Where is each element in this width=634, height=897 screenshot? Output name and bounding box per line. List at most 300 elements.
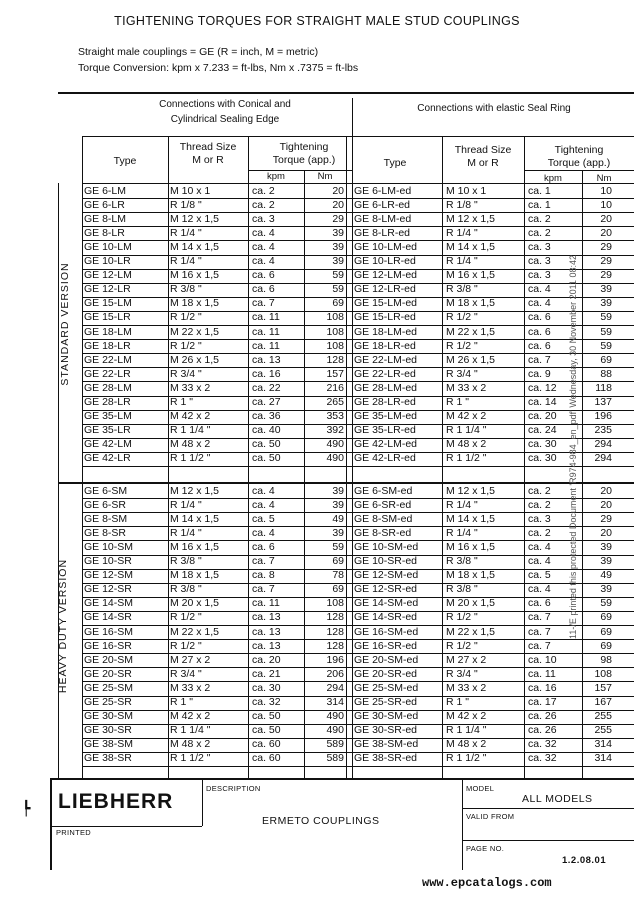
- row-thread-ed: M 27 x 2: [446, 653, 487, 666]
- rule-line: [524, 170, 634, 171]
- row-thread-ed: R 3/8 ": [446, 583, 478, 596]
- row-thread: M 48 x 2: [170, 438, 211, 451]
- row-nm-ed: 59: [600, 339, 612, 352]
- row-thread: M 16 x 1,5: [170, 540, 220, 553]
- row-type: GE 10-SR: [84, 555, 132, 567]
- row-thread-ed: R 3/8 ": [446, 283, 478, 296]
- row-thread-ed: R 1 1/4 ": [446, 724, 487, 737]
- row-type: GE 28-LM: [84, 381, 132, 394]
- row-thread-ed: R 1/2 ": [446, 611, 478, 624]
- row-type: GE 10-LM: [84, 240, 132, 253]
- row-type: GE 16-SR: [84, 639, 132, 652]
- row-nm-ed: 255: [594, 724, 612, 737]
- row-thread: R 1 1/4 ": [170, 424, 211, 437]
- row-kpm-ed: ca. 3: [528, 240, 551, 253]
- row-nm: 216: [326, 381, 344, 394]
- right-thread-header-line-1: Thread Size: [454, 144, 512, 156]
- row-nm: 353: [326, 410, 344, 423]
- row-kpm-ed: ca. 4: [528, 540, 551, 553]
- row-kpm-ed: ca. 26: [528, 724, 557, 737]
- row-nm-ed: 20: [600, 526, 612, 539]
- row-thread: M 18 x 1,5: [170, 297, 220, 310]
- row-nm-ed: 69: [600, 639, 612, 652]
- title-block-rule: [462, 778, 463, 870]
- row-kpm-ed: ca. 10: [528, 653, 557, 666]
- row-kpm: ca. 22: [252, 381, 281, 394]
- row-nm-ed: 157: [594, 681, 612, 694]
- row-type-ed: GE 35-LR-ed: [354, 424, 416, 437]
- row-thread: R 3/4 ": [170, 667, 202, 680]
- valid-from-label: VALID FROM: [466, 812, 515, 821]
- row-thread: M 33 x 2: [170, 681, 211, 694]
- row-nm: 59: [332, 540, 344, 553]
- left-thread-header-line-2: M or R: [192, 154, 224, 166]
- row-nm-ed: 20: [600, 498, 612, 511]
- right-torque-header: [524, 144, 634, 170]
- row-nm-ed: 10: [600, 184, 612, 197]
- row-type: GE 22-LR: [84, 367, 131, 380]
- row-type-ed: GE 12-LR-ed: [354, 283, 416, 296]
- row-kpm: ca. 36: [252, 410, 281, 423]
- row-nm: 59: [332, 269, 344, 282]
- row-thread-ed: R 1/4 ": [446, 255, 478, 267]
- row-nm-ed: 39: [600, 297, 612, 310]
- row-type: GE 6-LR: [84, 198, 125, 211]
- row-nm: 589: [326, 738, 344, 751]
- row-thread-ed: M 10 x 1: [446, 184, 487, 197]
- row-thread: R 1 ": [170, 696, 193, 708]
- row-kpm-ed: ca. 24: [528, 424, 557, 437]
- row-kpm: ca. 50: [252, 710, 281, 723]
- row-thread: R 1 ": [170, 396, 193, 408]
- row-kpm-ed: ca. 14: [528, 396, 557, 408]
- row-thread: M 10 x 1: [170, 184, 211, 197]
- row-type: GE 12-LM: [84, 269, 132, 282]
- row-type: GE 25-SR: [84, 696, 132, 708]
- row-thread: R 3/8 ": [170, 283, 202, 296]
- row-thread: R 1/4 ": [170, 226, 202, 239]
- page-number: 1.2.08.01: [562, 855, 607, 866]
- left-section-title: [100, 97, 350, 127]
- title-block-rule: [50, 826, 202, 827]
- row-thread-ed: R 3/4 ": [446, 667, 478, 680]
- right-torque-header-line-2: Torque (app.): [547, 157, 611, 169]
- row-type-ed: GE 16-SR-ed: [354, 639, 418, 652]
- row-nm: 39: [332, 255, 344, 267]
- row-kpm-ed: ca. 16: [528, 681, 557, 694]
- row-nm-ed: 88: [600, 367, 612, 380]
- row-nm: 20: [332, 184, 344, 197]
- row-kpm-ed: ca. 1: [528, 184, 551, 197]
- row-kpm: ca. 3: [252, 212, 275, 225]
- row-kpm-ed: ca. 2: [528, 526, 551, 539]
- table-top-rule: [58, 92, 634, 94]
- row-thread: M 12 x 1,5: [170, 484, 220, 497]
- row-kpm: ca. 2: [252, 184, 275, 197]
- row-type: GE 15-LR: [84, 311, 131, 324]
- row-type-ed: GE 10-SM-ed: [354, 540, 419, 553]
- row-type-ed: GE 14-SR-ed: [354, 611, 418, 624]
- row-thread-ed: R 1 1/2 ": [446, 452, 487, 465]
- row-kpm-ed: ca. 6: [528, 311, 551, 324]
- row-thread-ed: M 16 x 1,5: [446, 540, 496, 553]
- row-nm: 157: [326, 367, 344, 380]
- row-kpm: ca. 7: [252, 583, 275, 596]
- row-kpm-ed: ca. 3: [528, 512, 551, 525]
- rule-line: [82, 136, 352, 137]
- row-kpm: ca. 4: [252, 484, 275, 497]
- page-no-label: PAGE NO.: [466, 844, 505, 853]
- description-value: ERMETO COUPLINGS: [262, 815, 380, 827]
- row-nm: 39: [332, 240, 344, 253]
- print-watermark: 11-/E printed this protected Document 'R974-984_en_pdf' Wednesday, 30 November 2011 08:42: [568, 255, 578, 640]
- row-nm-ed: 20: [600, 212, 612, 225]
- row-kpm: ca. 27: [252, 396, 281, 408]
- row-kpm-ed: ca. 32: [528, 752, 557, 765]
- row-type-ed: GE 8-LR-ed: [354, 226, 411, 239]
- row-thread: M 20 x 1,5: [170, 597, 220, 610]
- row-nm-ed: 294: [594, 452, 612, 465]
- row-thread-ed: R 1 1/4 ": [446, 424, 487, 437]
- row-type: GE 35-LM: [84, 410, 132, 423]
- page-title: TIGHTENING TORQUES FOR STRAIGHT MALE STUD COUPLINGS: [114, 14, 520, 28]
- row-nm-ed: 69: [600, 611, 612, 624]
- left-section-title-line-1: Connections with Conical and: [159, 99, 291, 110]
- row-thread: M 42 x 2: [170, 710, 211, 723]
- row-nm-ed: 59: [600, 311, 612, 324]
- row-type-ed: GE 25-SM-ed: [354, 681, 419, 694]
- heavy-duty-version-label: HEAVY DUTY VERSION: [57, 558, 69, 694]
- row-nm: 69: [332, 555, 344, 567]
- left-nm-header: Nm: [317, 171, 333, 182]
- row-thread-ed: R 1 1/2 ": [446, 752, 487, 765]
- row-kpm: ca. 6: [252, 540, 275, 553]
- row-kpm: ca. 13: [252, 625, 281, 638]
- row-type-ed: GE 14-SM-ed: [354, 597, 419, 610]
- row-type-ed: GE 12-SM-ed: [354, 569, 419, 582]
- row-nm: 314: [326, 696, 344, 708]
- row-thread-ed: M 16 x 1,5: [446, 269, 496, 282]
- row-kpm-ed: ca. 2: [528, 212, 551, 225]
- left-section-title-line-2: Cylindrical Sealing Edge: [170, 114, 280, 125]
- row-nm-ed: 20: [600, 226, 612, 239]
- row-type-ed: GE 30-SR-ed: [354, 724, 418, 737]
- row-type-ed: GE 15-LM-ed: [354, 297, 418, 310]
- row-nm: 265: [326, 396, 344, 408]
- row-nm-ed: 294: [594, 438, 612, 451]
- row-kpm: ca. 11: [252, 311, 280, 324]
- row-type: GE 30-SM: [84, 710, 134, 723]
- row-type-ed: GE 8-SR-ed: [354, 526, 412, 539]
- row-thread-ed: M 18 x 1,5: [446, 569, 496, 582]
- row-thread: M 26 x 1,5: [170, 353, 220, 366]
- row-nm-ed: 314: [594, 738, 612, 751]
- row-nm-ed: 196: [594, 410, 612, 423]
- row-type: GE 6-LM: [84, 184, 127, 197]
- row-nm: 49: [332, 512, 344, 525]
- row-type-ed: GE 18-LR-ed: [354, 339, 416, 352]
- row-kpm: ca. 50: [252, 452, 281, 465]
- row-nm-ed: 29: [600, 240, 612, 253]
- row-type: GE 30-SR: [84, 724, 132, 737]
- row-type: GE 6-SM: [84, 484, 128, 497]
- row-type: GE 38-SM: [84, 738, 134, 751]
- row-nm: 206: [326, 667, 344, 680]
- row-kpm-ed: ca. 9: [528, 367, 551, 380]
- row-thread: M 18 x 1,5: [170, 569, 220, 582]
- row-thread-ed: M 42 x 2: [446, 410, 487, 423]
- row-thread: R 1 1/2 ": [170, 452, 211, 465]
- row-nm: 196: [326, 653, 344, 666]
- row-thread-ed: M 33 x 2: [446, 381, 487, 394]
- description-label: DESCRIPTION: [206, 784, 261, 793]
- row-thread-ed: R 1/4 ": [446, 526, 478, 539]
- row-kpm: ca. 11: [252, 325, 280, 338]
- row-nm-ed: 10: [600, 198, 612, 211]
- row-kpm: ca. 6: [252, 269, 275, 282]
- row-thread: M 22 x 1,5: [170, 325, 220, 338]
- row-type-ed: GE 15-LR-ed: [354, 311, 416, 324]
- row-kpm: ca. 50: [252, 724, 281, 737]
- row-rule: [82, 766, 634, 767]
- row-type: GE 18-LM: [84, 325, 132, 338]
- title-block-rule: [462, 840, 634, 841]
- row-kpm: ca. 50: [252, 438, 281, 451]
- row-thread: M 22 x 1,5: [170, 625, 220, 638]
- row-kpm-ed: ca. 5: [528, 569, 551, 582]
- row-nm-ed: 39: [600, 583, 612, 596]
- row-type-ed: GE 6-LR-ed: [354, 198, 411, 211]
- row-type-ed: GE 30-SM-ed: [354, 710, 419, 723]
- row-nm: 490: [326, 438, 344, 451]
- row-nm: 108: [326, 339, 344, 352]
- row-type-ed: GE 22-LM-ed: [354, 353, 418, 366]
- row-thread: M 33 x 2: [170, 381, 211, 394]
- row-kpm: ca. 20: [252, 653, 281, 666]
- row-kpm-ed: ca. 6: [528, 339, 551, 352]
- row-thread: R 1/4 ": [170, 498, 202, 511]
- row-thread: R 3/4 ": [170, 367, 202, 380]
- row-type: GE 12-SM: [84, 569, 134, 582]
- left-torque-header: [248, 141, 360, 167]
- row-type-ed: GE 42-LR-ed: [354, 452, 416, 465]
- row-nm: 294: [326, 681, 344, 694]
- row-kpm-ed: ca. 2: [528, 498, 551, 511]
- row-thread-ed: M 22 x 1,5: [446, 325, 496, 338]
- row-nm: 490: [326, 710, 344, 723]
- row-nm-ed: 235: [594, 424, 612, 437]
- row-kpm-ed: ca. 2: [528, 484, 551, 497]
- row-type-ed: GE 28-LM-ed: [354, 381, 418, 394]
- row-type-ed: GE 12-SR-ed: [354, 583, 418, 596]
- row-kpm-ed: ca. 12: [528, 381, 557, 394]
- row-nm-ed: 98: [600, 653, 612, 666]
- row-kpm-ed: ca. 6: [528, 597, 551, 610]
- row-kpm: ca. 4: [252, 498, 275, 511]
- row-thread-ed: M 12 x 1,5: [446, 212, 496, 225]
- row-thread: R 3/8 ": [170, 555, 202, 567]
- row-kpm-ed: ca. 30: [528, 452, 557, 465]
- site-url[interactable]: www.epcatalogs.com: [422, 876, 552, 890]
- row-nm: 39: [332, 226, 344, 239]
- row-nm: 108: [326, 597, 344, 610]
- row-kpm: ca. 2: [252, 198, 275, 211]
- row-type-ed: GE 10-SR-ed: [354, 555, 418, 567]
- row-thread-ed: M 33 x 2: [446, 681, 487, 694]
- row-kpm: ca. 13: [252, 353, 281, 366]
- row-type-ed: GE 16-SM-ed: [354, 625, 419, 638]
- right-thread-header-line-2: M or R: [467, 157, 499, 169]
- row-nm: 39: [332, 484, 344, 497]
- row-nm-ed: 49: [600, 569, 612, 582]
- title-block-rule: [50, 778, 52, 870]
- row-thread: M 42 x 2: [170, 410, 211, 423]
- row-type-ed: GE 12-LM-ed: [354, 269, 418, 282]
- row-nm-ed: 59: [600, 597, 612, 610]
- row-nm: 78: [332, 569, 344, 582]
- row-type: GE 8-SR: [84, 526, 127, 539]
- left-type-header: Type: [113, 155, 137, 167]
- row-nm-ed: 39: [600, 540, 612, 553]
- row-type: GE 10-SM: [84, 540, 134, 553]
- left-torque-header-line-2: Torque (app.): [272, 154, 336, 166]
- row-type: GE 16-SM: [84, 625, 134, 638]
- row-thread-ed: M 20 x 1,5: [446, 597, 496, 610]
- model-label: MODEL: [466, 784, 495, 793]
- row-nm-ed: 29: [600, 512, 612, 525]
- row-nm: 39: [332, 498, 344, 511]
- row-nm-ed: 20: [600, 484, 612, 497]
- row-kpm-ed: ca. 26: [528, 710, 557, 723]
- row-kpm: ca. 5: [252, 512, 275, 525]
- row-nm: 20: [332, 198, 344, 211]
- row-kpm-ed: ca. 3: [528, 255, 551, 267]
- row-thread: R 1 1/2 ": [170, 752, 211, 765]
- row-kpm-ed: ca. 30: [528, 438, 557, 451]
- standard-version-label: STANDARD VERSION: [59, 262, 71, 386]
- row-kpm: ca. 4: [252, 240, 275, 253]
- row-kpm-ed: ca. 20: [528, 410, 557, 423]
- row-type-ed: GE 25-SR-ed: [354, 696, 418, 708]
- row-thread: M 14 x 1,5: [170, 240, 220, 253]
- row-thread: R 1/4 ": [170, 255, 202, 267]
- row-thread-ed: M 22 x 1,5: [446, 625, 496, 638]
- row-kpm: ca. 7: [252, 555, 275, 567]
- row-type: GE 14-SM: [84, 597, 134, 610]
- row-type-ed: GE 6-SR-ed: [354, 498, 412, 511]
- row-nm-ed: 314: [594, 752, 612, 765]
- row-kpm-ed: ca. 7: [528, 353, 551, 366]
- row-thread-ed: R 1/2 ": [446, 311, 478, 324]
- row-type: GE 18-LR: [84, 339, 131, 352]
- row-thread: M 48 x 2: [170, 738, 211, 751]
- row-thread-ed: R 1/4 ": [446, 498, 478, 511]
- row-type-ed: GE 8-LM-ed: [354, 212, 412, 225]
- row-nm: 128: [326, 611, 344, 624]
- row-thread-ed: R 1/2 ": [446, 339, 478, 352]
- row-type-ed: GE 20-SM-ed: [354, 653, 419, 666]
- row-type: GE 6-SR: [84, 498, 127, 511]
- intro-line-1: Straight male couplings = GE (R = inch, M = metric): [78, 46, 319, 58]
- row-type-ed: GE 6-SM-ed: [354, 484, 413, 497]
- row-type: GE 15-LM: [84, 297, 132, 310]
- row-type-ed: GE 18-LM-ed: [354, 325, 418, 338]
- row-thread: R 3/8 ": [170, 583, 202, 596]
- left-kpm-header: kpm: [267, 171, 285, 182]
- row-thread-ed: R 1/2 ": [446, 639, 478, 652]
- row-type-ed: GE 35-LM-ed: [354, 410, 418, 423]
- row-kpm: ca. 30: [252, 681, 281, 694]
- row-kpm: ca. 21: [252, 667, 281, 680]
- row-nm-ed: 118: [595, 381, 612, 394]
- row-nm: 128: [326, 639, 344, 652]
- row-nm: 128: [326, 353, 344, 366]
- title-block-rule: [50, 778, 634, 780]
- row-nm-ed: 255: [594, 710, 612, 723]
- row-thread: M 16 x 1,5: [170, 269, 220, 282]
- row-nm: 108: [326, 325, 344, 338]
- row-type-ed: GE 38-SR-ed: [354, 752, 418, 765]
- row-kpm-ed: ca. 3: [528, 269, 551, 282]
- row-thread-ed: M 18 x 1,5: [446, 297, 496, 310]
- row-kpm-ed: ca. 4: [528, 297, 551, 310]
- row-type: GE 12-SR: [84, 583, 132, 596]
- row-type-ed: GE 20-SR-ed: [354, 667, 418, 680]
- row-kpm-ed: ca. 7: [528, 639, 551, 652]
- row-nm: 69: [332, 297, 344, 310]
- row-thread-ed: R 1/4 ": [446, 226, 478, 239]
- row-kpm-ed: ca. 1: [528, 198, 551, 211]
- row-thread: R 1 1/4 ": [170, 724, 211, 737]
- row-type: GE 20-SR: [84, 667, 132, 680]
- right-thread-header: [442, 144, 524, 170]
- row-thread-ed: M 26 x 1,5: [446, 353, 496, 366]
- row-type-ed: GE 42-LM-ed: [354, 438, 418, 451]
- row-kpm: ca. 4: [252, 226, 275, 239]
- row-nm: 128: [326, 625, 344, 638]
- row-nm-ed: 167: [594, 696, 612, 708]
- row-kpm-ed: ca. 4: [528, 583, 551, 596]
- title-block-rule: [202, 778, 203, 826]
- row-nm-ed: 137: [594, 396, 612, 408]
- row-thread-ed: R 1 ": [446, 396, 469, 408]
- row-kpm-ed: ca. 7: [528, 625, 551, 638]
- row-kpm: ca. 13: [252, 611, 281, 624]
- row-type-ed: GE 6-LM-ed: [354, 184, 412, 197]
- right-kpm-header: kpm: [544, 173, 562, 184]
- row-kpm: ca. 16: [252, 367, 281, 380]
- row-kpm: ca. 4: [252, 526, 275, 539]
- row-type-ed: GE 38-SM-ed: [354, 738, 419, 751]
- liebherr-logo: LIEBHERR: [58, 790, 174, 813]
- row-nm-ed: 69: [600, 625, 612, 638]
- row-kpm: ca. 6: [252, 283, 275, 296]
- row-kpm-ed: ca. 17: [528, 696, 557, 708]
- row-kpm-ed: ca. 2: [528, 226, 551, 239]
- row-thread: R 1/2 ": [170, 339, 202, 352]
- row-nm-ed: 29: [600, 269, 612, 282]
- row-thread: R 1/2 ": [170, 639, 202, 652]
- row-rule: [82, 466, 634, 467]
- row-nm: 39: [332, 526, 344, 539]
- row-nm: 69: [332, 583, 344, 596]
- row-kpm: ca. 60: [252, 752, 281, 765]
- row-kpm: ca. 4: [252, 255, 275, 267]
- row-thread: M 14 x 1,5: [170, 512, 220, 525]
- row-nm: 29: [332, 212, 344, 225]
- intro-line-2: Torque Conversion: kpm x 7.233 = ft-lbs, Nm x .7375 = ft-lbs: [78, 62, 359, 74]
- row-nm: 490: [326, 724, 344, 737]
